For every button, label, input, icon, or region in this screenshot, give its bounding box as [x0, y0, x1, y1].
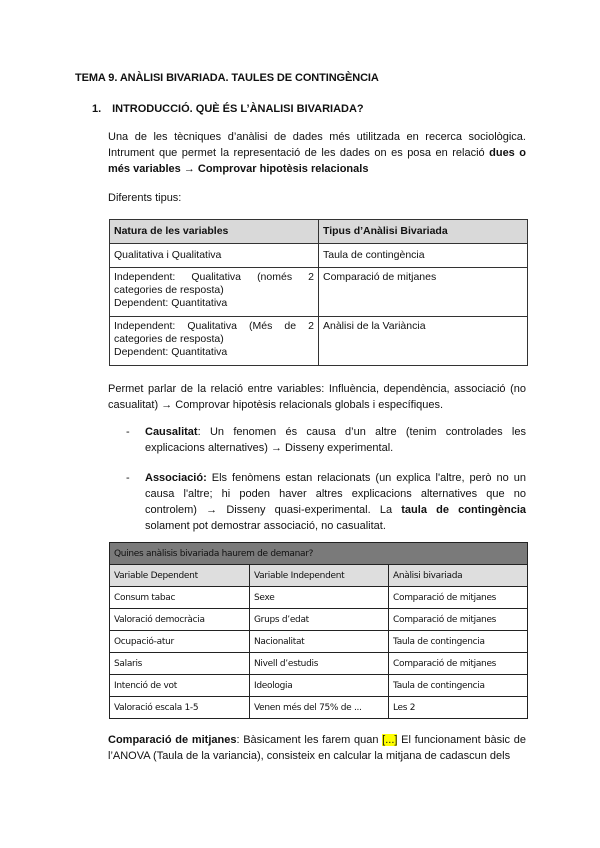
- analysis-table-caption: Quines anàlisis bivariada haurem de demanar?: [110, 543, 528, 565]
- cell-independent: Grups d’edat: [250, 609, 389, 631]
- bullet-body: Els fenòmens estan relacionats (un explica l'altre, però no un causa l'altre; hi poden haver altres explicacions alternatives que no controlem) → Disseny quasi-experimental. La: [145, 472, 526, 516]
- table-row: [110, 675, 528, 697]
- cell-dependent: Consum tabac: [110, 587, 250, 609]
- section-number: 1.: [92, 103, 102, 115]
- final-text-before: : Bàsicament les farem quan: [236, 734, 383, 746]
- document-title: TEMA 9. ANÀLISI BIVARIADA. TAULES DE CONTINGÈNCIA: [75, 72, 379, 84]
- bullet-term: Causalitat: [145, 426, 198, 438]
- types-header-nature: Natura de les variables: [110, 220, 319, 244]
- cell-dependent: Salaris: [110, 653, 250, 675]
- cell-analysis: Taula de contingencia: [389, 675, 528, 697]
- cell-independent: Ideologia: [250, 675, 389, 697]
- types-cell-nature: [110, 244, 319, 268]
- section-heading: [92, 103, 364, 115]
- relation-paragraph: Permet parlar de la relació entre variables: Influència, dependència, associació (no casualitat) → Comprovar hipotèsis relacionals globals i específiques.: [108, 383, 526, 411]
- bullet-body-end: solament pot demostrar associació, no casualitat.: [145, 520, 386, 532]
- bullet-text: [145, 424, 526, 456]
- intro-text: Una de les tècniques d’anàlisi de dades més utilitzada en recerca sociològica. Intrument que permet la representació de les dades on es posa en relació: [108, 131, 526, 159]
- cell-analysis: Comparació de mitjanes: [389, 653, 528, 675]
- bullet-dash: -: [126, 472, 130, 484]
- intro-bold-text: dues o més variables → Comprovar hipotèsis relacionals: [108, 147, 526, 175]
- table-row: [110, 609, 528, 631]
- cell-analysis: Comparació de mitjanes: [389, 587, 528, 609]
- types-cell-type: Anàlisi de la Variància: [319, 317, 528, 366]
- cell-independent: Nivell d’estudis: [250, 653, 389, 675]
- nature-line: Independent: Qualitativa (només 2 categories de resposta): [114, 271, 314, 296]
- table-row: [110, 268, 528, 317]
- cell-independent: Nacionalitat: [250, 631, 389, 653]
- nature-line: Independent: Qualitativa (Més de 2 categories de resposta): [114, 320, 314, 345]
- types-label: Diferents tipus:: [108, 192, 182, 204]
- cell-analysis: Taula de contingencia: [389, 631, 528, 653]
- bullet-bold-mid: taula de contingència: [401, 504, 526, 516]
- bullet-text: [145, 470, 526, 534]
- table-row: [110, 653, 528, 675]
- final-paragraph: [108, 732, 526, 764]
- header-analysis: Anàlisi bivariada: [389, 565, 528, 587]
- types-table-header: [110, 220, 528, 244]
- analysis-table: [109, 542, 528, 719]
- analysis-table-caption-row: [110, 543, 528, 565]
- table-row: [110, 244, 528, 268]
- table-row: [110, 587, 528, 609]
- final-term: Comparació de mitjanes: [108, 734, 237, 746]
- analysis-table-header: [110, 565, 528, 587]
- types-cell-type: Comparació de mitjanes: [319, 268, 528, 317]
- table-row: [110, 697, 528, 719]
- cell-dependent: Valoració escala 1-5: [110, 697, 250, 719]
- bullet-body: : Un fenomen és causa d’un altre (tenim controlades les explicacions alternatives) → Disseny experimental.: [145, 426, 526, 454]
- intro-paragraph: [108, 129, 526, 177]
- cell-analysis: Comparació de mitjanes: [389, 609, 528, 631]
- types-header-type: Tipus d’Anàlisi Bivariada: [319, 220, 528, 244]
- nature-line: Qualitativa i Qualitativa: [114, 249, 222, 261]
- final-text-after: El funcionament bàsic de l’ANOVA (Taula de la variancia), consisteix en calcular la mitjana de cadascun dels: [108, 734, 526, 762]
- bullet-dash: -: [126, 426, 130, 438]
- bullet-term: Associació:: [145, 472, 207, 484]
- cell-dependent: Valoració democràcia: [110, 609, 250, 631]
- cell-analysis: Les 2: [389, 697, 528, 719]
- ellipsis-highlight: [...]: [382, 734, 398, 746]
- table-row: [110, 631, 528, 653]
- cell-dependent: Ocupació-atur: [110, 631, 250, 653]
- table-row: [110, 317, 528, 366]
- types-cell-nature: [110, 317, 319, 366]
- section-title: INTRODUCCIÓ. QUÈ ÉS L’ÀNALISI BIVARIADA?: [112, 103, 364, 115]
- nature-line: Dependent: Quantitativa: [114, 297, 228, 309]
- header-dependent: Variable Dependent: [110, 565, 250, 587]
- nature-line: Dependent: Quantitativa: [114, 346, 228, 358]
- cell-dependent: Intenció de vot: [110, 675, 250, 697]
- header-independent: Variable Independent: [250, 565, 389, 587]
- cell-independent: Sexe: [250, 587, 389, 609]
- types-table: [109, 219, 528, 366]
- cell-independent: Venen més del 75% de ...: [250, 697, 389, 719]
- types-cell-nature: [110, 268, 319, 317]
- types-cell-type: Taula de contingència: [319, 244, 528, 268]
